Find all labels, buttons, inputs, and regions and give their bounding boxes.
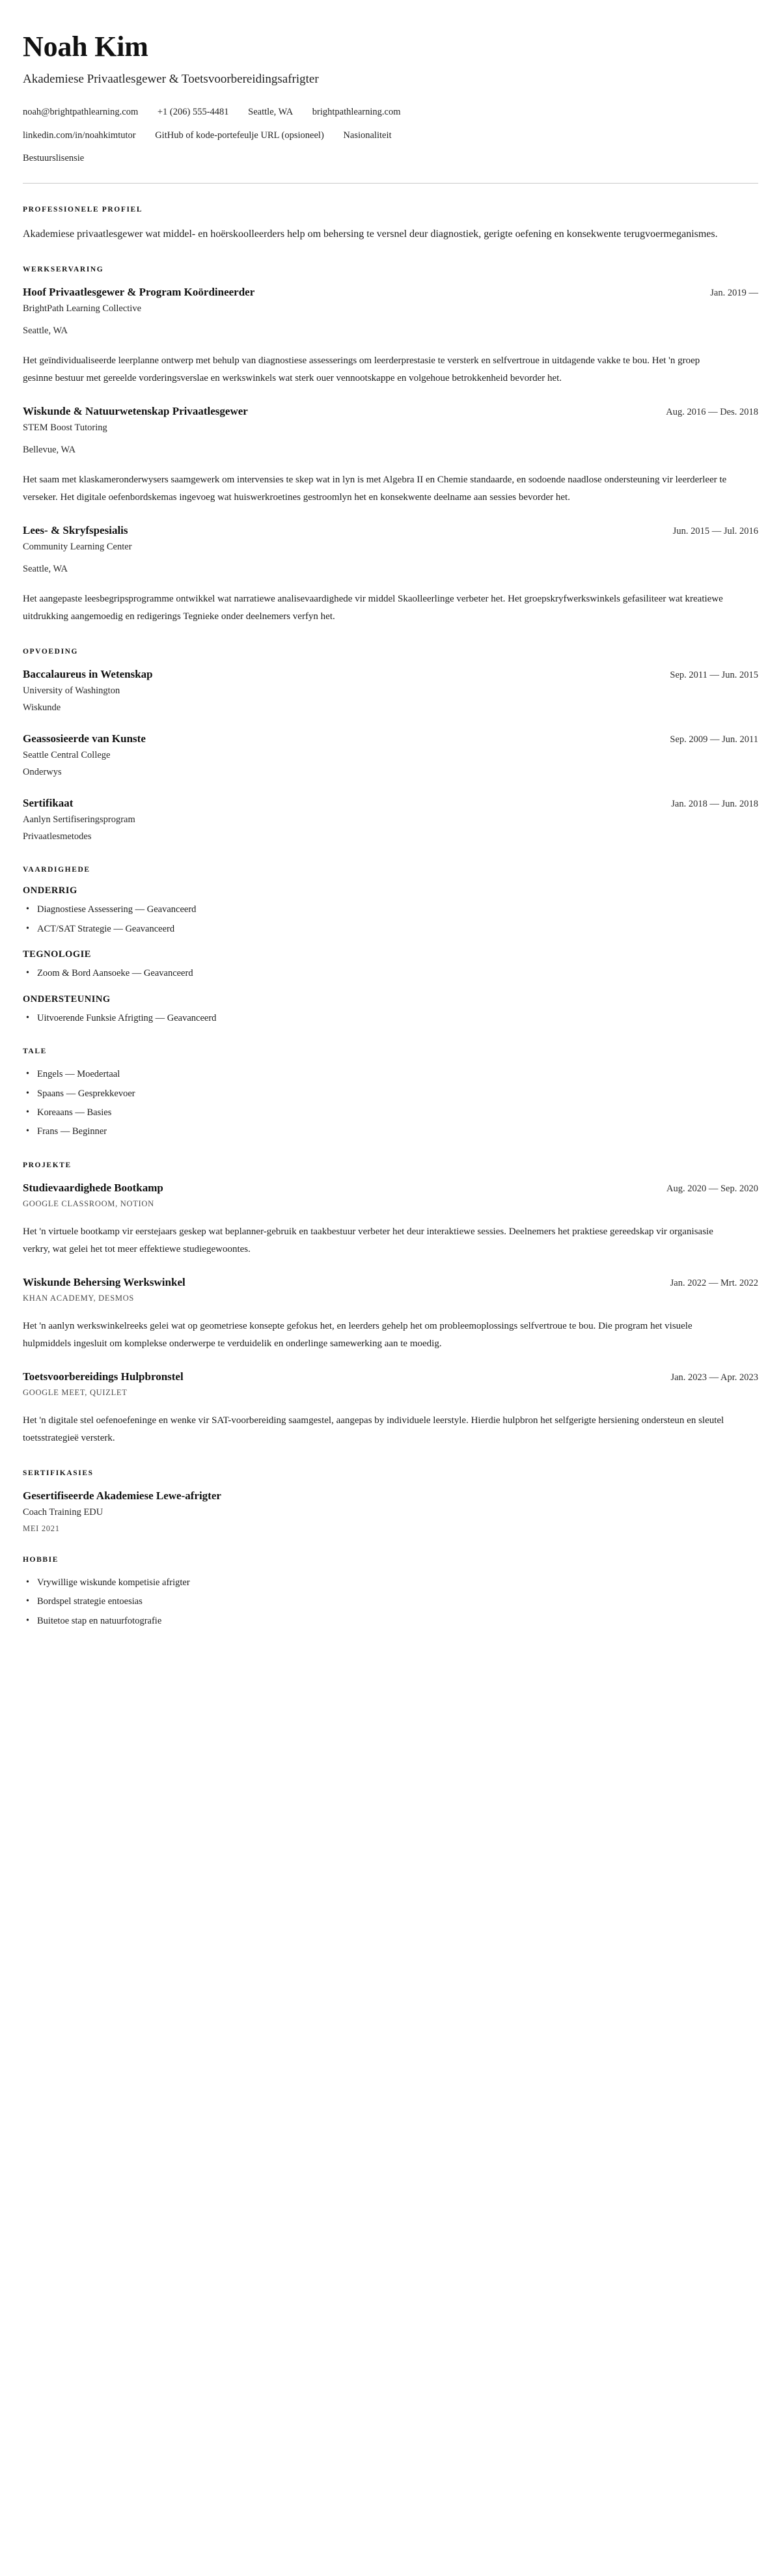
project-entry-head xyxy=(23,1181,758,1195)
skill-group-name: TEGNOLOGIE xyxy=(23,949,91,960)
experience-entry-head xyxy=(23,404,758,419)
section-experience xyxy=(23,266,758,626)
project-tech: KHAN ACADEMY, DESMOS xyxy=(23,1294,135,1303)
header-divider xyxy=(23,183,758,184)
project-tech: GOOGLE CLASSROOM, NOTION xyxy=(23,1199,154,1209)
education-date: Sep. 2011 — Jun. 2015 xyxy=(670,670,758,681)
project-name: Toetsvoorbereidings Hulpbronstel xyxy=(23,1370,184,1383)
section-title-certifications: SERTIFIKASIES xyxy=(23,1469,94,1478)
skill-group xyxy=(23,994,758,1025)
project-date: Jan. 2022 — Mrt. 2022 xyxy=(670,1278,758,1289)
experience-entry-head xyxy=(23,523,758,538)
section-title-experience: WERKSERVARING xyxy=(23,266,104,273)
experience-description: Het saam met klaskameronderwysers saamgewerk om intervensies te skep wat in lyn is met Algebra II en Chemie standaarde, en sodoende naadlose ondersteuning vir leerderleer te verseker. Het digitale oefenbordskemas ingevoeg wat huiswerkroetines gestroomlyn het en konsekwente deelname aan sessies bevorder het. xyxy=(23,475,727,503)
experience-role: Wiskunde & Natuurwetenskap Privaatlesgewer xyxy=(23,405,248,418)
education-degree: Baccalaureus in Wetenskap xyxy=(23,668,153,681)
certification-entry xyxy=(23,1489,758,1534)
experience-location: Seattle, WA xyxy=(23,325,68,336)
education-date: Jan. 2018 — Jun. 2018 xyxy=(671,799,758,810)
contact-drivers-license: Bestuurslisensie xyxy=(23,153,85,164)
project-name: Wiskunde Behersing Werkswinkel xyxy=(23,1276,185,1289)
project-entry xyxy=(23,1181,758,1258)
language-item: • Koreaans — Basies xyxy=(23,1105,758,1120)
education-field: Wiskunde xyxy=(23,702,61,713)
section-education xyxy=(23,648,758,844)
project-name: Studievaardighede Bootkamp xyxy=(23,1181,163,1194)
experience-date: Jun. 2015 — Jul. 2016 xyxy=(672,526,758,537)
hobby-item: • Vrywillige wiskunde kompetisie afrigter xyxy=(23,1575,758,1590)
section-title-summary: PROFESSIONELE PROFIEL xyxy=(23,206,143,214)
education-entry xyxy=(23,796,758,844)
skill-group-name: ONDERSTEUNING xyxy=(23,993,111,1004)
section-title-education: OPVOEDING xyxy=(23,648,79,656)
experience-entry xyxy=(23,523,758,626)
skill-group xyxy=(23,949,758,980)
skill-list xyxy=(23,902,758,936)
experience-role: Lees- & Skryfspesialis xyxy=(23,524,128,537)
language-list xyxy=(23,1067,758,1139)
education-degree: Sertifikaat xyxy=(23,797,74,810)
section-title-hobbies: HOBBIE xyxy=(23,1555,59,1564)
project-entry-head xyxy=(23,1275,758,1290)
hobby-item: • Bordspel strategie entoesias xyxy=(23,1594,758,1609)
experience-location: Seattle, WA xyxy=(23,563,68,574)
education-entry xyxy=(23,732,758,779)
contact-phone: +1 (206) 555-4481 xyxy=(157,107,229,118)
education-entry-head xyxy=(23,667,758,682)
skill-list xyxy=(23,966,758,980)
skill-group xyxy=(23,885,758,936)
section-title-projects: PROJEKTE xyxy=(23,1161,72,1169)
language-item: • Frans — Beginner xyxy=(23,1124,758,1139)
certification-name: Gesertifiseerde Akademiese Lewe-afrigter xyxy=(23,1489,221,1503)
project-entry xyxy=(23,1370,758,1447)
contact-location: Seattle, WA xyxy=(248,107,294,118)
project-description: Het 'n virtuele bootkamp vir eerstejaars geskep wat beplanner-gebruik en taakbestuur verbeter het deur interaktiewe sessies. Deelnemers het praktiese gereedskap vir organisasie verkry, wat gelei het tot meer effektiewe studiegewoontes. xyxy=(23,1226,713,1255)
section-hobbies xyxy=(23,1556,758,1628)
summary-text: Akademiese privaatlesgewer wat middel- en hoërskoolleerders help om behersing te versnel deur diagnostiek, gerigte oefening en konsekwente terugvoermeganismes. xyxy=(23,229,718,240)
language-item: • Engels — Moedertaal xyxy=(23,1067,758,1081)
project-date: Aug. 2020 — Sep. 2020 xyxy=(666,1183,758,1194)
education-entry xyxy=(23,667,758,715)
skill-item: • Diagnostiese Assessering — Geavanceerd xyxy=(23,902,758,917)
skill-group-name: ONDERRIG xyxy=(23,885,77,896)
project-date: Jan. 2023 — Apr. 2023 xyxy=(670,1372,758,1383)
experience-role: Hoof Privaatlesgewer & Program Koördineerder xyxy=(23,286,255,298)
education-school: University of Washington xyxy=(23,686,120,697)
section-title-languages: TALE xyxy=(23,1047,47,1056)
contact-website[interactable]: brightpathlearning.com xyxy=(312,107,401,118)
hobby-list xyxy=(23,1575,758,1628)
education-field: Privaatlesmetodes xyxy=(23,831,92,842)
skill-item: • ACT/SAT Strategie — Geavanceerd xyxy=(23,922,758,936)
education-school: Seattle Central College xyxy=(23,750,111,761)
experience-company: BrightPath Learning Collective xyxy=(23,303,142,314)
experience-entry xyxy=(23,285,758,387)
project-description: Het 'n aanlyn werkswinkelreeks gelei wat op geometriese konsepte gefokus het, en leerders gehelp het om probleemoplossings selfvertroue te bou. Die program het visuele hulpmiddels ingesluit om komplekse onderwerpe te verduidelik en onderlinge samewerking aan te moedig. xyxy=(23,1321,692,1350)
skill-item: • Zoom & Bord Aansoeke — Geavanceerd xyxy=(23,966,758,980)
contact-row-primary xyxy=(23,105,758,119)
certification-issuer: Coach Training EDU xyxy=(23,1507,103,1518)
section-languages xyxy=(23,1047,758,1139)
project-entry xyxy=(23,1275,758,1353)
section-projects xyxy=(23,1161,758,1447)
project-entry-head xyxy=(23,1370,758,1384)
experience-company: Community Learning Center xyxy=(23,542,132,553)
resume-header xyxy=(23,31,758,184)
skill-list xyxy=(23,1011,758,1025)
experience-date: Jan. 2019 — xyxy=(710,288,758,298)
experience-entry xyxy=(23,404,758,506)
experience-company: STEM Boost Tutoring xyxy=(23,422,107,434)
contact-linkedin[interactable]: linkedin.com/in/noahkimtutor xyxy=(23,130,136,141)
skill-item: • Uitvoerende Funksie Afrigting — Geavanceerd xyxy=(23,1011,758,1025)
education-entry-head xyxy=(23,796,758,810)
contact-email[interactable]: noah@brightpathlearning.com xyxy=(23,107,139,118)
experience-location: Bellevue, WA xyxy=(23,444,76,455)
candidate-name: Noah Kim xyxy=(23,31,148,62)
contact-row-secondary xyxy=(23,128,758,143)
experience-description: Het geïndividualiseerde leerplanne ontwerp met behulp van diagnostiese assesserings om leerderprestasie te versterk en selfvertroue in uitdagende vakke te bou. Het 'n groep gesinne bestuur met gereelde vorderingsverslae en werkswinkels wat sterk ouer vennootskappe en volgehoue betrokkenheid bevorder het. xyxy=(23,355,700,384)
education-entry-head xyxy=(23,732,758,746)
certification-date: MEI 2021 xyxy=(23,1523,60,1533)
contact-nationality: Nasionaliteit xyxy=(343,130,392,141)
contact-github-placeholder[interactable]: GitHub of kode-portefeulje URL (opsioneel) xyxy=(155,130,324,141)
experience-date: Aug. 2016 — Des. 2018 xyxy=(666,407,758,418)
hobby-item: • Buitetoe stap en natuurfotografie xyxy=(23,1614,758,1628)
experience-entry-head xyxy=(23,285,758,299)
candidate-headline: Akademiese Privaatlesgewer & Toetsvoorbereidingsafrigter xyxy=(23,72,319,87)
education-date: Sep. 2009 — Jun. 2011 xyxy=(670,734,758,745)
project-description: Het 'n digitale stel oefenoefeninge en wenke vir SAT-voorbereiding saamgestel, aangepas by individuele leerstyle. Hierdie hulpbron het selfgerigte hersiening ondersteun en sleutel toetsstrategieë versterk. xyxy=(23,1415,724,1444)
education-degree: Geassosieerde van Kunste xyxy=(23,732,146,745)
section-skills xyxy=(23,866,758,1025)
education-school: Aanlyn Sertifiseringsprogram xyxy=(23,814,135,825)
education-field: Onderwys xyxy=(23,766,62,777)
section-certifications xyxy=(23,1469,758,1534)
contact-row-tertiary xyxy=(23,151,758,165)
language-item: • Spaans — Gesprekkevoer xyxy=(23,1087,758,1101)
section-title-skills: VAARDIGHEDE xyxy=(23,866,90,874)
project-tech: GOOGLE MEET, QUIZLET xyxy=(23,1388,128,1398)
experience-description: Het aangepaste leesbegripsprogramme ontwikkel wat narratiewe analisevaardighede vir middel Skaolleerlinge verbeter het. Het groepskryfwerkswinkels gefasiliteer wat kreatiewe uitdrukking aangemoedig en redigerings Tegnieke onder deelnemers verfyn het. xyxy=(23,594,723,622)
section-summary xyxy=(23,206,758,243)
